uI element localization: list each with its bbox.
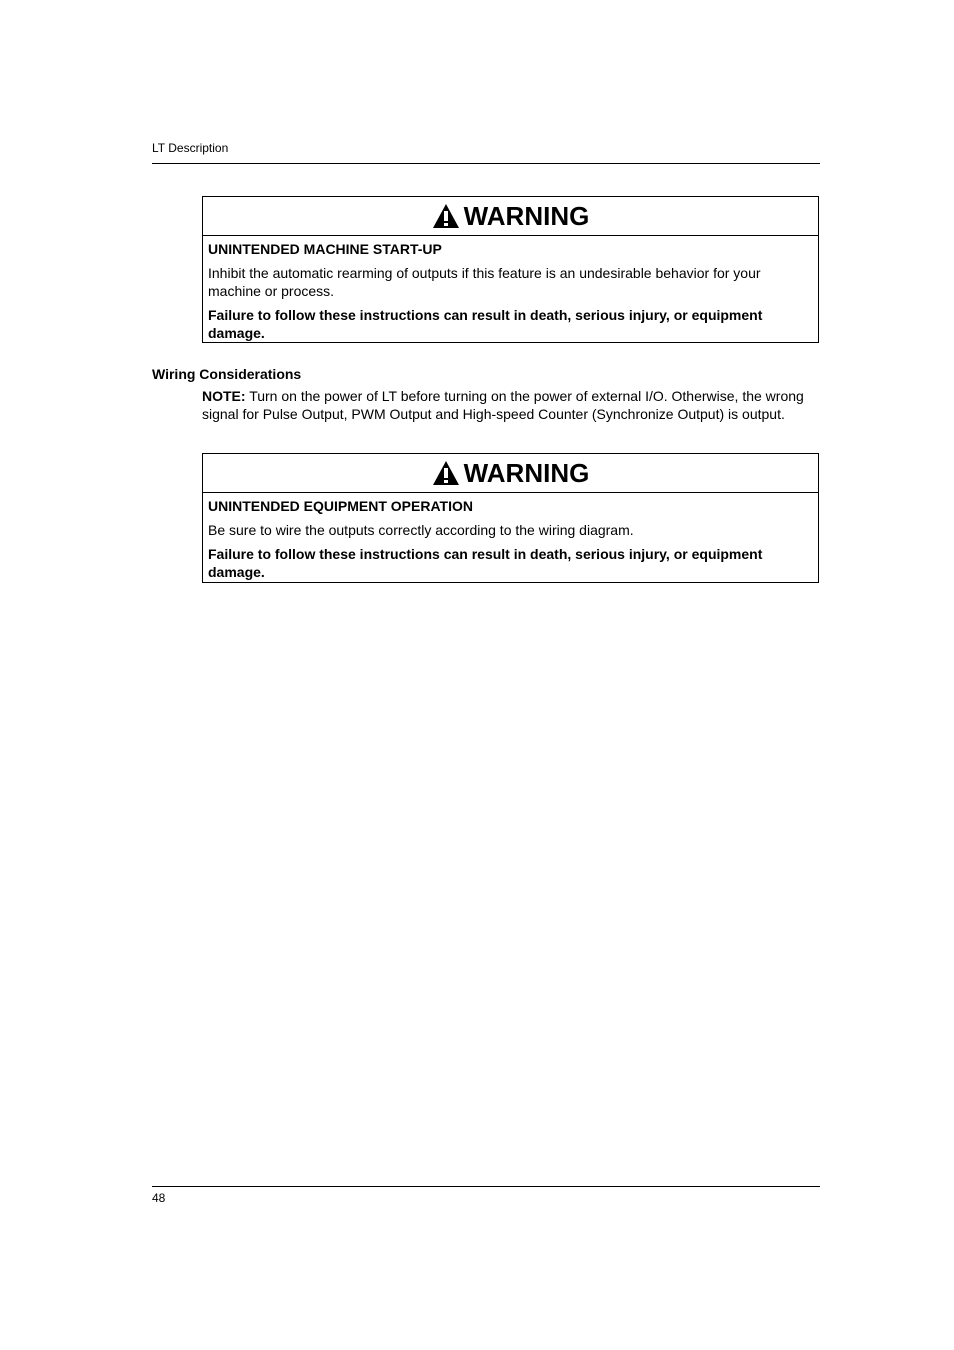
warning-title-row [203, 197, 818, 236]
running-header: LT Description [152, 141, 229, 155]
header-divider [152, 163, 820, 164]
warning-box-equipment-operation [202, 453, 819, 583]
warning-triangle-icon [432, 203, 460, 229]
page-number: 48 [152, 1191, 166, 1205]
warning-heading: UNINTENDED EQUIPMENT OPERATION [208, 498, 473, 514]
warning-heading: UNINTENDED MACHINE START-UP [208, 241, 442, 257]
warning-title: WARNING [463, 458, 590, 488]
footer-divider [152, 1186, 820, 1187]
warning-body [203, 493, 818, 586]
warning-triangle-icon [432, 460, 460, 486]
warning-consequence: Failure to follow these instructions can result in death, serious injury, or equipment damage. [208, 546, 763, 580]
warning-text: Inhibit the automatic rearming of outputs if this feature is an undesirable behavior for your machine or process. [208, 265, 761, 299]
warning-box-machine-startup [202, 196, 819, 343]
warning-consequence: Failure to follow these instructions can result in death, serious injury, or equipment damage. [208, 307, 763, 341]
warning-title-row [203, 454, 818, 493]
note-text: Turn on the power of LT before turning on the power of external I/O. Otherwise, the wrong signal for Pulse Output, PWM Output and High-speed Counter (Synchronize Output) is output. [202, 388, 804, 422]
warning-body [203, 236, 818, 347]
note-paragraph [202, 387, 822, 423]
note-label: NOTE: [202, 388, 246, 404]
warning-title: WARNING [463, 201, 590, 231]
warning-text: Be sure to wire the outputs correctly according to the wiring diagram. [208, 522, 634, 538]
section-heading: Wiring Considerations [152, 366, 302, 382]
